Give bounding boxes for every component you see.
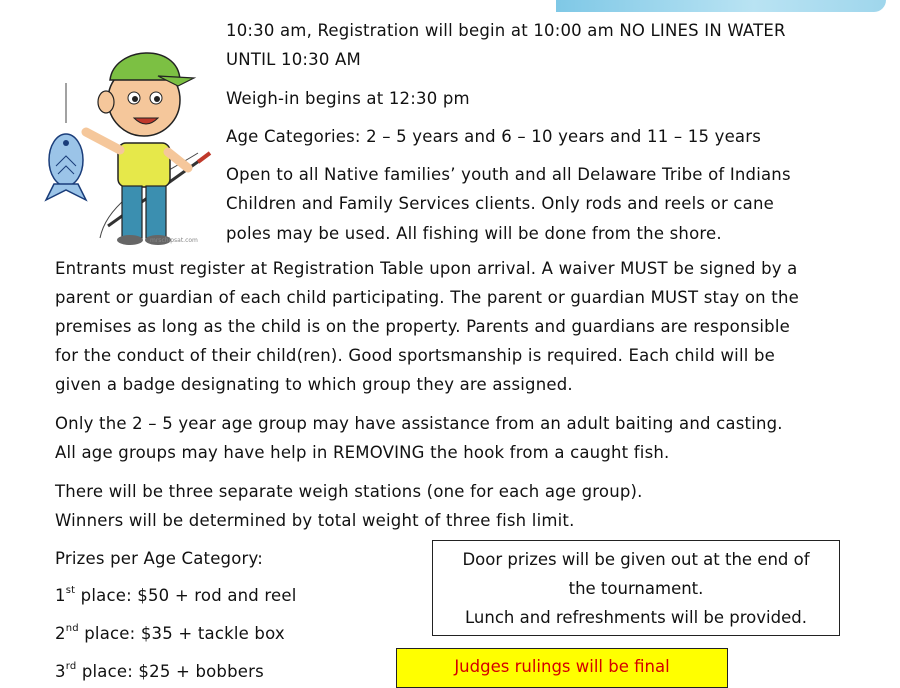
boy-fishing-illustration: [38, 28, 228, 248]
weigh-in-line: Weigh-in begins at 12:30 pm: [226, 89, 470, 108]
judges-rulings-box: [396, 648, 728, 688]
door-prizes-line-2: the tournament.: [568, 579, 704, 598]
entrants-line-2: parent or guardian of each child participating. The parent or guardian MUST stay on the: [55, 288, 799, 307]
assistance-line-1: Only the 2 – 5 year age group may have assistance from an adult baiting and casting.: [55, 414, 783, 433]
prize-third: 3rd place: $25 + bobbers: [55, 660, 264, 681]
entrants-line-1: Entrants must register at Registration Table upon arrival. A waiver MUST be signed by a: [55, 259, 798, 278]
until-line: UNTIL 10:30 AM: [226, 50, 361, 69]
assistance-line-2: All age groups may have help in REMOVING the hook from a caught fish.: [55, 443, 670, 462]
fish-icon: [46, 134, 86, 200]
open-line-2: Children and Family Services clients. Only rods and reels or cane: [226, 194, 774, 213]
registration-line: 10:30 am, Registration will begin at 10:00 am NO LINES IN WATER: [226, 21, 786, 40]
entrants-line-4: for the conduct of their child(ren). Good sportsmanship is required. Each child will be: [55, 346, 776, 365]
open-line-1: Open to all Native families’ youth and all Delaware Tribe of Indians: [226, 165, 791, 184]
age-categories-line: Age Categories: 2 – 5 years and 6 – 10 years and 11 – 15 years: [226, 127, 762, 146]
water-banner-image: [556, 0, 886, 12]
open-line-3: poles may be used. All fishing will be done from the shore.: [226, 224, 722, 243]
prize-second: 2nd place: $35 + tackle box: [55, 622, 285, 643]
illustration-watermark: mrschipsat.com: [150, 237, 198, 244]
door-prizes-line-1: Door prizes will be given out at the end of: [462, 550, 810, 569]
entrants-line-3: premises as long as the child is on the property. Parents and guardians are responsible: [55, 317, 790, 336]
judges-rulings-text: Judges rulings will be final: [454, 657, 670, 676]
lunch-line: Lunch and refreshments will be provided.: [465, 608, 807, 627]
prize-first: 1st place: $50 + rod and reel: [55, 584, 297, 605]
prizes-heading: Prizes per Age Category:: [55, 549, 264, 568]
entrants-line-5: given a badge designating to which group they are assigned.: [55, 375, 573, 394]
weigh-line-2: Winners will be determined by total weight of three fish limit.: [55, 511, 575, 530]
weigh-line-1: There will be three separate weigh stations (one for each age group).: [55, 482, 643, 501]
door-prizes-box: [432, 540, 840, 636]
